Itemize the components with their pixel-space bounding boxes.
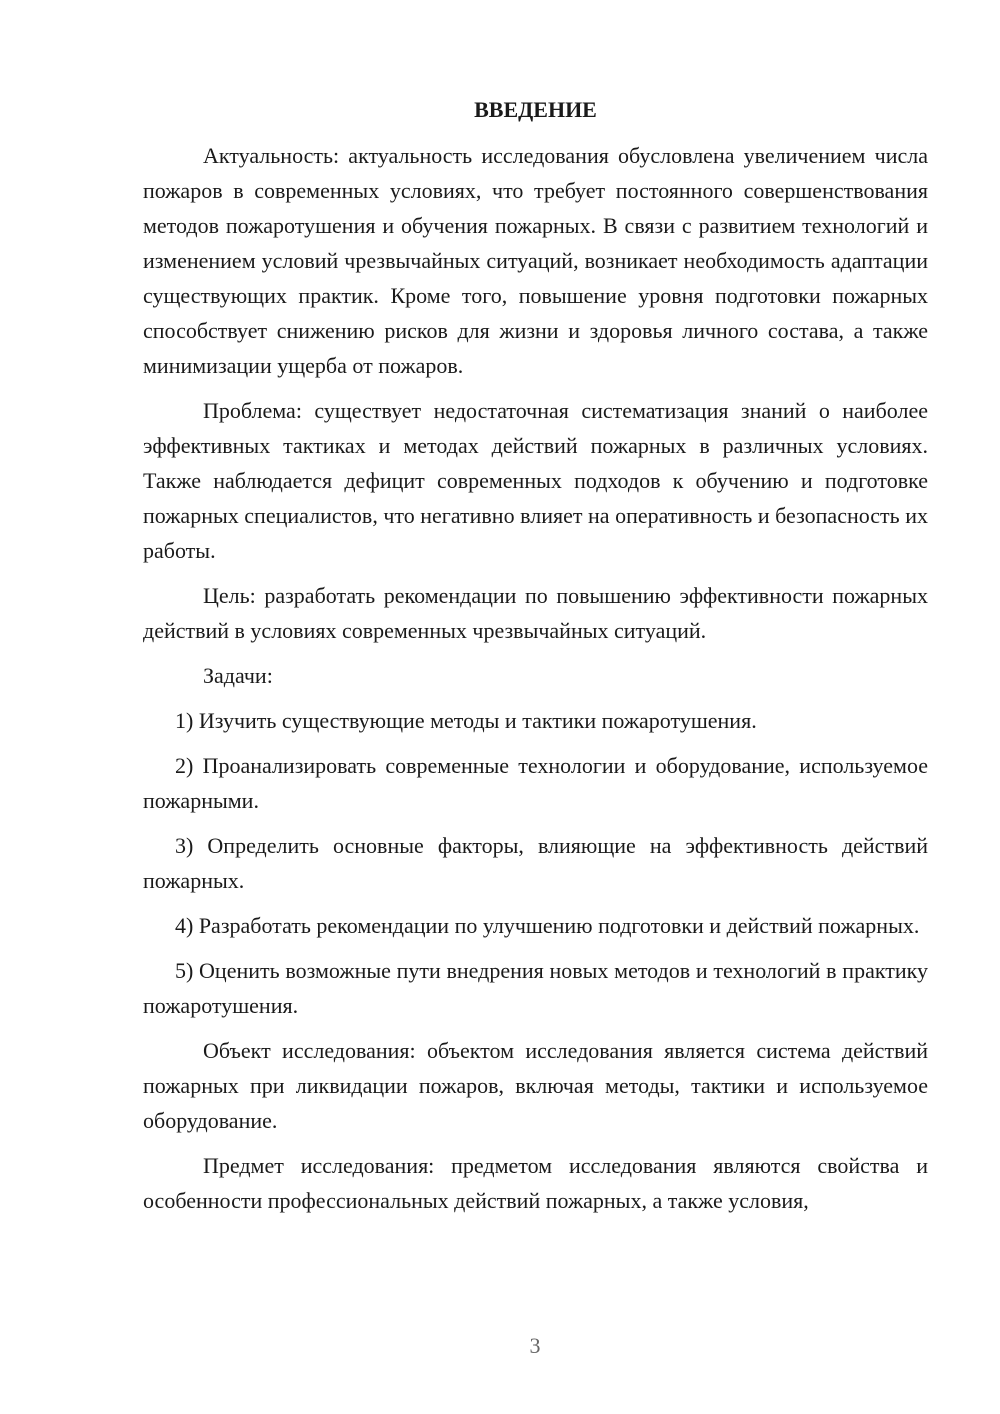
page-title: ВВЕДЕНИЕ (474, 97, 597, 122)
task-item: 1) Изучить существующие методы и тактики пожаротушения. (175, 708, 757, 733)
paragraph-relevance: Актуальность: актуальность исследования обусловлена увеличением числа пожаров в современных условиях, что требует постоянного совершенствования методов пожаротушения и обучения пожарных. В связи с развитием технологий и изменением условий чрезвычайных ситуаций, возникает необходимость адаптации существующих практик. Кроме того, повышение уровня подготовки пожарных способствует снижению рисков для жизни и здоровья личного состава, а также минимизации ущерба от пожаров. (143, 143, 928, 378)
paragraph-goal: Цель: разработать рекомендации по повышению эффективности пожарных действий в условиях современных чрезвычайных ситуаций. (143, 583, 928, 643)
task-item: 4) Разработать рекомендации по улучшению подготовки и действий пожарных. (175, 913, 920, 938)
task-item: 5) Оценить возможные пути внедрения новых методов и технологий в практику пожаротушения. (143, 958, 928, 1018)
task-item: 2) Проанализировать современные технологии и оборудование, используемое пожарными. (143, 753, 928, 813)
paragraph-subject: Предмет исследования: предметом исследования являются свойства и особенности профессиональных действий пожарных, а также условия, (143, 1153, 928, 1213)
task-item: 3) Определить основные факторы, влияющие на эффективность действий пожарных. (143, 833, 928, 893)
paragraph-problem: Проблема: существует недостаточная систематизация знаний о наиболее эффективных тактиках и методах действий пожарных в различных условиях. Также наблюдается дефицит современных подходов к обучению и подготовке пожарных специалистов, что негативно влияет на оперативность и безопасность их работы. (143, 398, 928, 563)
tasks-heading: Задачи: (203, 663, 273, 688)
page-number: 3 (529, 1333, 541, 1358)
document-page (143, 92, 928, 1228)
paragraph-object: Объект исследования: объектом исследования является система действий пожарных при ликвидации пожаров, включая методы, тактики и используемое оборудование. (143, 1038, 928, 1133)
